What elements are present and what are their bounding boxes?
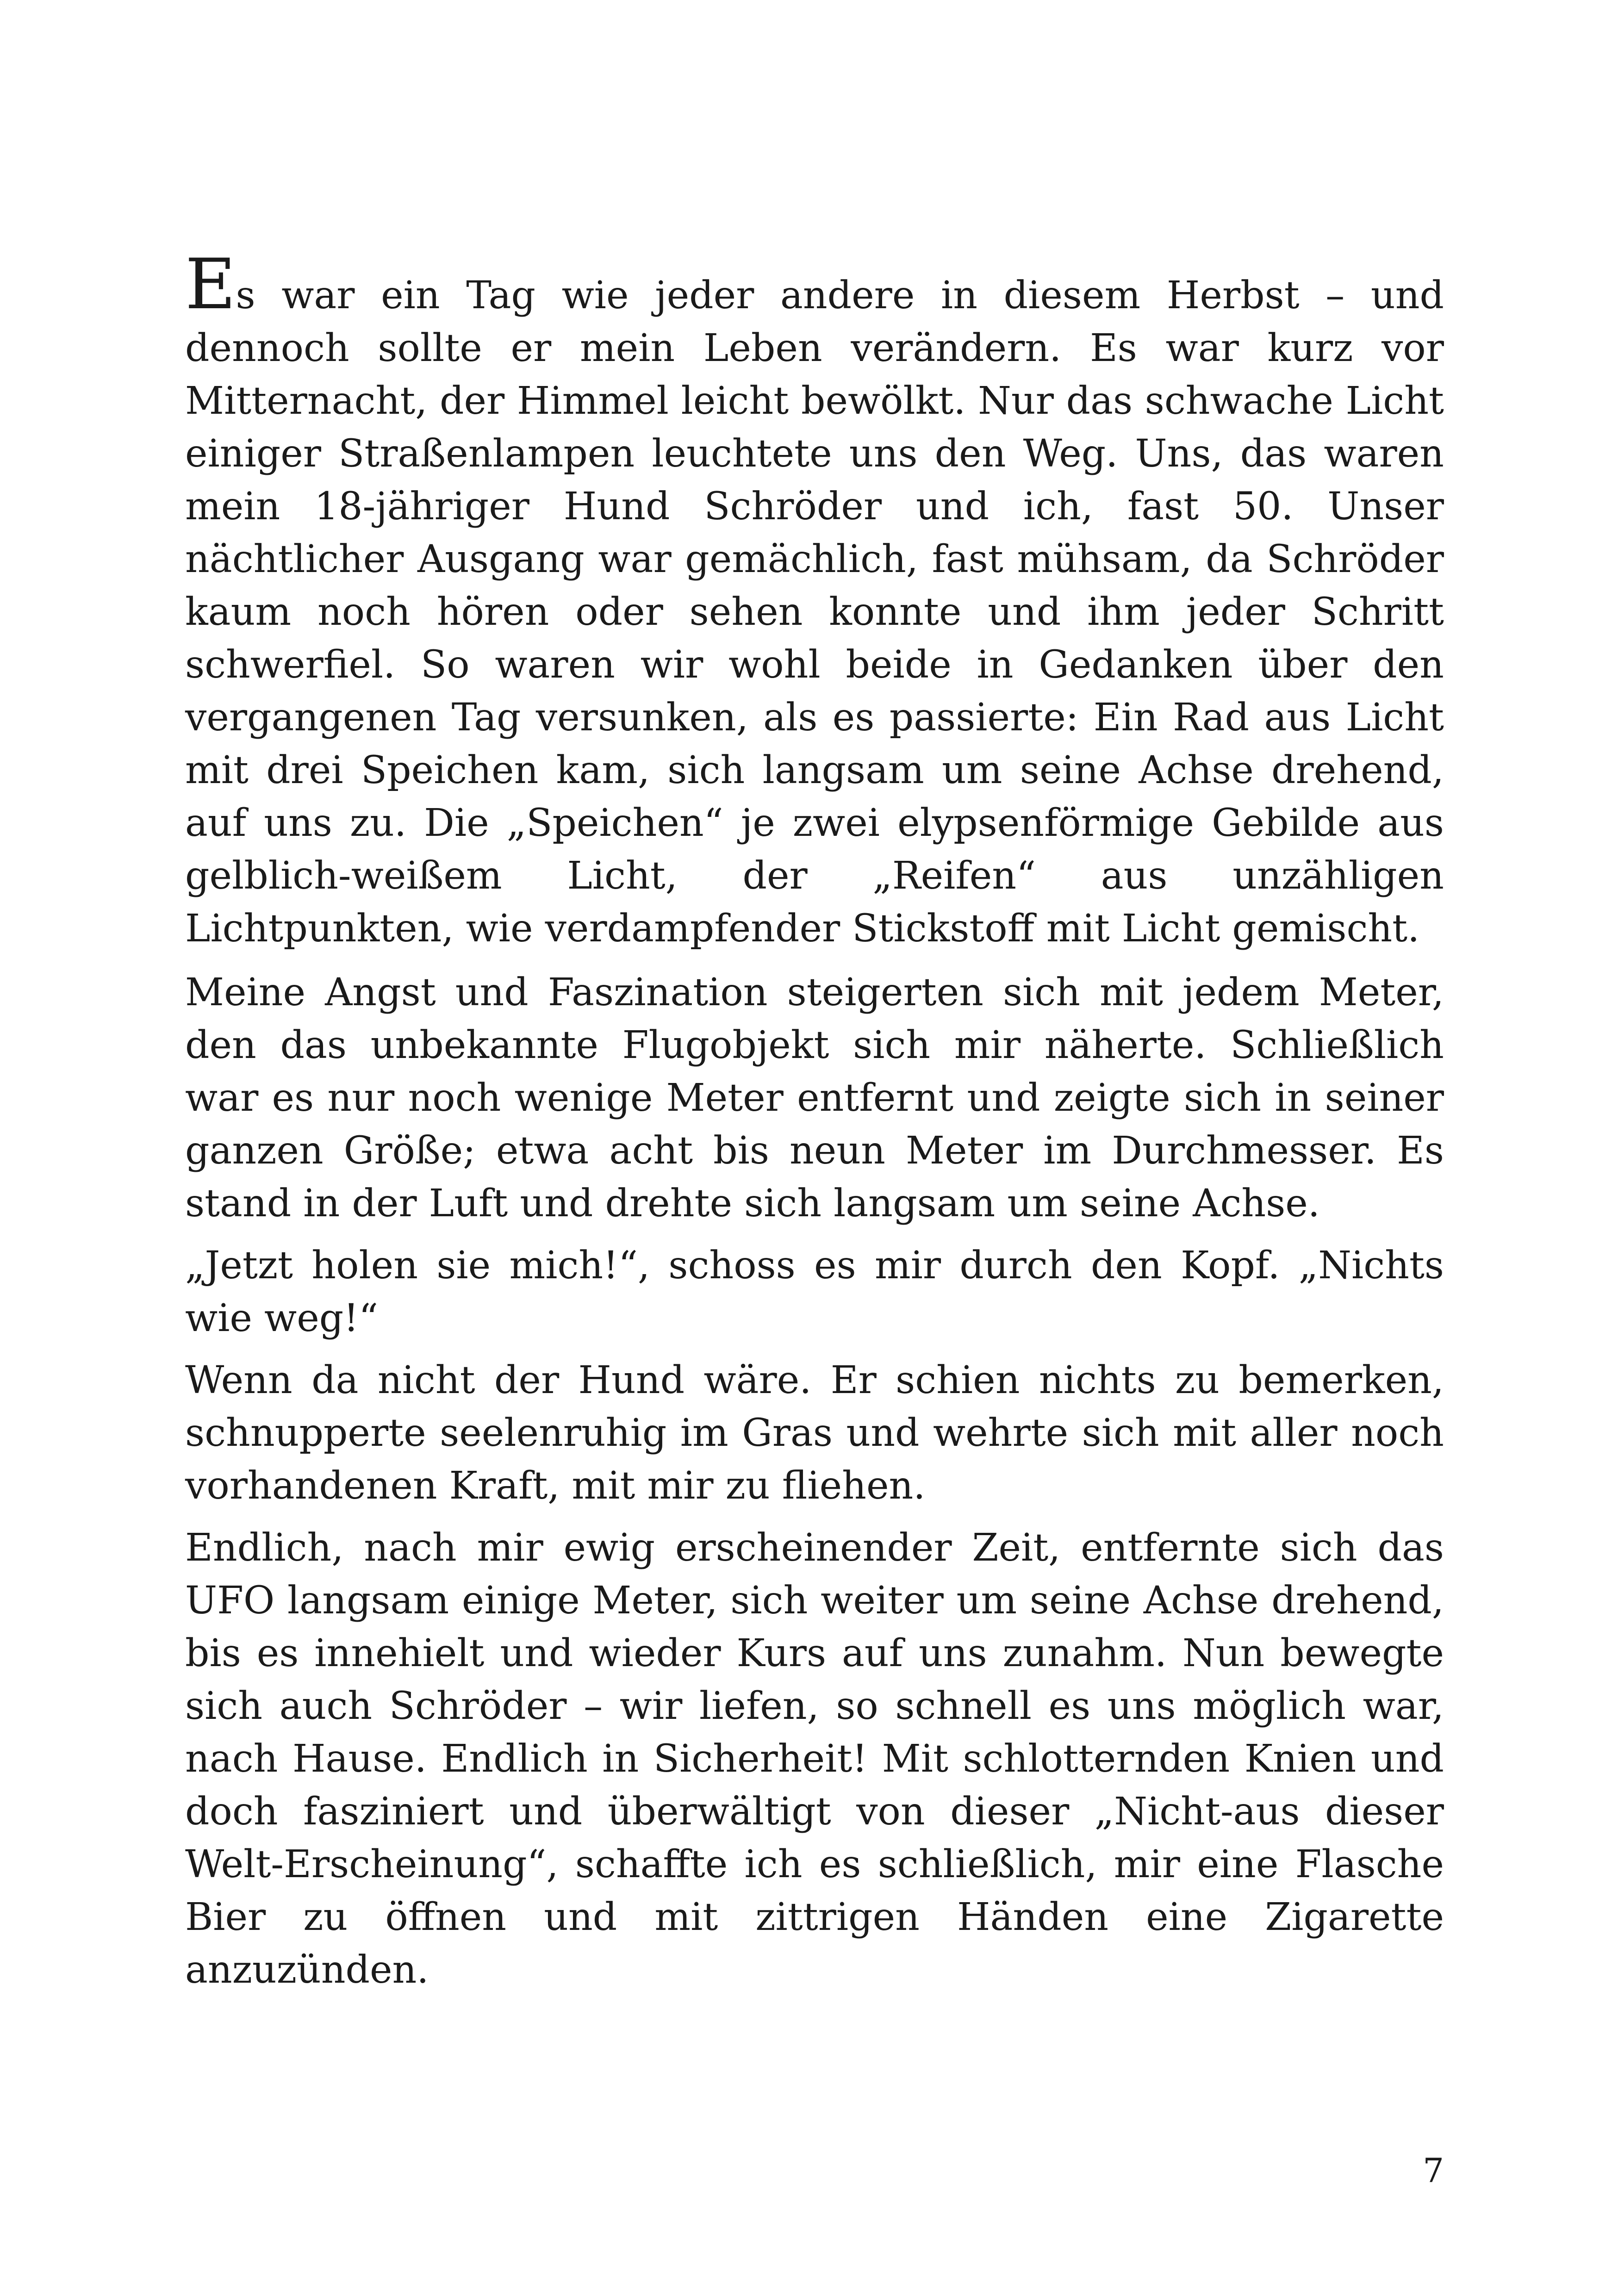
- paragraph-1: [185, 244, 1444, 955]
- page-number: 7: [1423, 2151, 1444, 2190]
- paragraph-1-text: s war ein Tag wie jeder andere in diesem Herbst – und dennoch sollte er mein Leben verändern. Es war kurz vor Mitternacht, der Himmel leicht bewölkt. Nur das schwache Licht einiger Straßenlampen leuchtete uns den Weg. Uns, das waren mein 18-jähriger Hund Schröder und ich, fast 50. Unser nächtlicher Ausgang war gemächlich, fast mühsam, da Schröder kaum noch hören oder sehen konnte und ihm jeder Schritt schwerfiel. So waren wir wohl beide in Gedanken über den vergangenen Tag versunken, als es passierte: Ein Rad aus Licht mit drei Speichen kam, sich langsam um seine Achse drehend, auf uns zu. Die „Speichen“ je zwei elypsenförmige Gebilde aus gelblich-weißem Licht, der „Reifen“ aus unzähligen Lichtpunkten, wie verdampfender Stickstoff mit Licht gemischt.: [185, 274, 1444, 951]
- drop-cap: E: [185, 244, 236, 325]
- paragraph-3: „Jetzt holen sie mich!“, schoss es mir durch den Kopf. „Nichts wie weg!“: [185, 1244, 1444, 1340]
- paragraph-4: Wenn da nicht der Hund wäre. Er schien nichts zu bemerken, schnupperte seelenruhig im Gras und wehrte sich mit aller noch vorhandenen Kraft, mit mir zu fliehen.: [185, 1358, 1444, 1508]
- paragraph-5: Endlich, nach mir ewig erscheinender Zeit, entfernte sich das UFO langsam einige Meter, sich weiter um seine Achse drehend, bis es innehielt und wieder Kurs auf uns zunahm. Nun bewegte sich auch Schröder – wir liefen, so schnell es uns möglich war, nach Hause. Endlich in Sicherheit! Mit schlotternden Knien und doch fasziniert und überwältigt von dieser „Nicht-aus dieser Welt-Erscheinung“, schaffte ich es schließlich, mir eine Flasche Bier zu öffnen und mit zittrigen Händen eine Zigarette anzuzünden.: [185, 1526, 1444, 1992]
- body-text: [185, 244, 1444, 2006]
- paragraph-2: Meine Angst und Faszination steigerten sich mit jedem Meter, den das unbekannte Flugobjekt sich mir näherte. Schließlich war es nur noch wenige Meter entfernt und zeigte sich in seiner ganzen Größe; etwa acht bis neun Meter im Durchmesser. Es stand in der Luft und drehte sich langsam um seine Achse.: [185, 971, 1444, 1226]
